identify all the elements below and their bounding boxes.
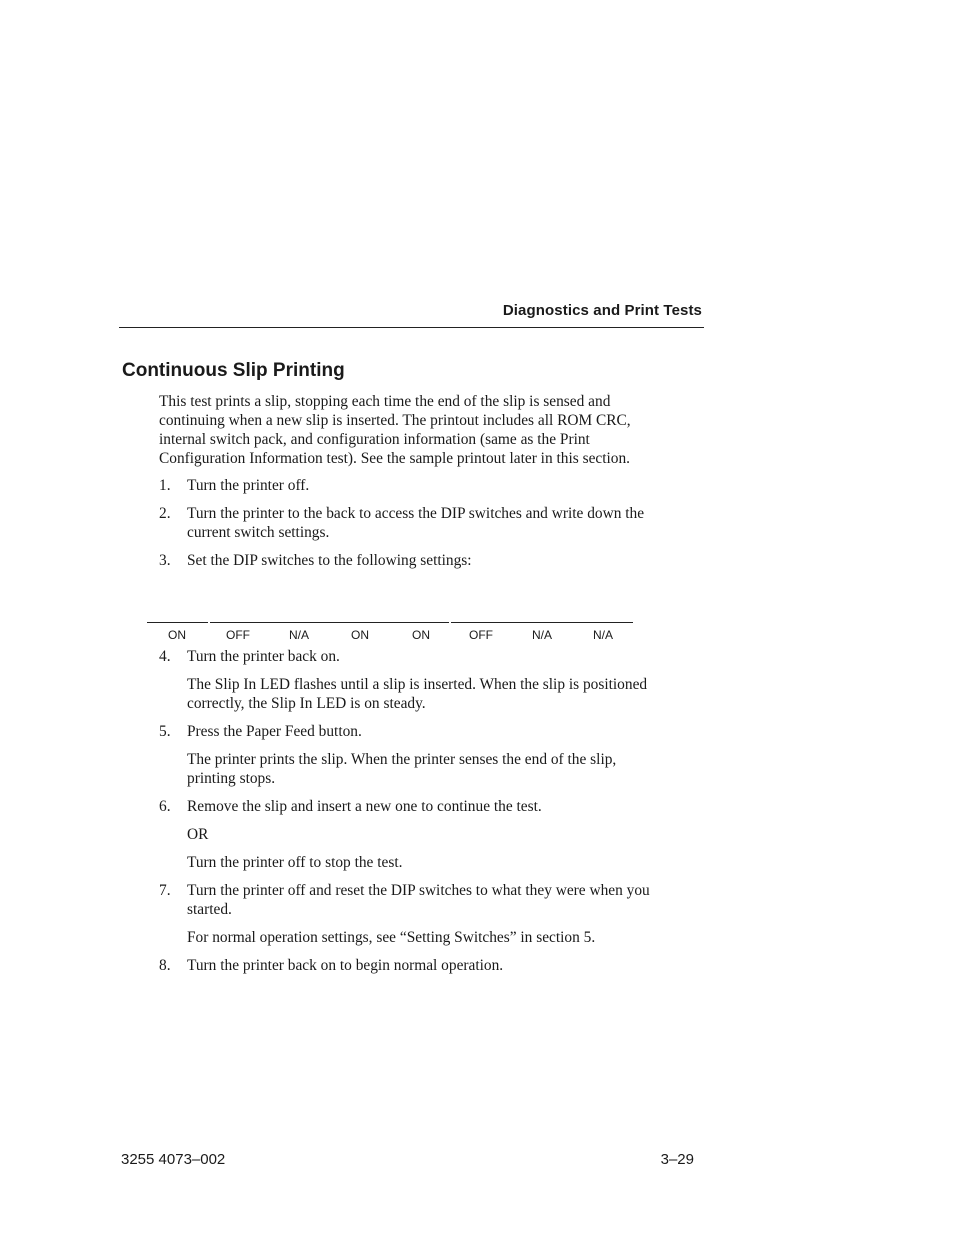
step-4-note: [187, 675, 707, 713]
step-line: Turn the printer back on.: [187, 648, 340, 665]
step-line: Turn the printer back on to begin normal operation.: [187, 957, 504, 974]
intro-paragraph: [159, 392, 704, 468]
switch-5-setting: ON: [412, 628, 430, 642]
switch-1-setting: ON: [168, 628, 186, 642]
step-6-or: OR: [187, 826, 209, 843]
intro-line: Configuration Information test). See the sample printout later in this section.: [159, 450, 631, 467]
step-number: 5.: [159, 723, 171, 740]
step-7-note: For normal operation settings, see “Setting Switches” in section 5.: [187, 929, 596, 946]
step-line: Set the DIP switches to the following settings:: [187, 552, 472, 569]
step-2-text: [187, 504, 707, 542]
switch-group-rule: [210, 622, 449, 623]
header-rule: [119, 327, 704, 328]
step-6-alternative: Turn the printer off to stop the test.: [187, 854, 403, 871]
step-number: 3.: [159, 552, 171, 569]
intro-line: continuing when a new slip is inserted. The printout includes all ROM CRC,: [159, 412, 631, 429]
step-3-text: [187, 551, 707, 570]
switch-7-setting: N/A: [531, 628, 552, 642]
footer-page-number: 3–29: [660, 1151, 694, 1168]
step-number: 2.: [159, 505, 171, 522]
switch-2-setting: OFF: [226, 628, 250, 642]
step-line: Press the Paper Feed button.: [187, 723, 362, 740]
intro-line: internal switch pack, and configuration information (same as the Print: [159, 431, 590, 448]
footer-doc-number: 3255 4073–002: [121, 1151, 226, 1168]
note-line: printing stops.: [187, 770, 276, 787]
step-line: Turn the printer off and reset the DIP switches to what they were when you: [187, 882, 650, 899]
step-line: Turn the printer off.: [187, 477, 310, 494]
step-number: 4.: [159, 648, 171, 665]
switch-8-setting: N/A: [592, 628, 613, 642]
section-title: Continuous Slip Printing: [122, 360, 345, 381]
step-line: current switch settings.: [187, 524, 330, 541]
step-number: 8.: [159, 957, 171, 974]
switch-group-rule: [147, 622, 208, 623]
note-line: The printer prints the slip. When the printer senses the end of the slip,: [187, 751, 617, 768]
step-line: Remove the slip and insert a new one to continue the test.: [187, 798, 542, 815]
step-line: started.: [187, 901, 232, 918]
switch-group-rule: [451, 622, 633, 623]
running-header: Diagnostics and Print Tests: [502, 302, 702, 319]
intro-line: This test prints a slip, stopping each time the end of the slip is sensed and: [159, 393, 611, 410]
switch-3-setting: N/A: [288, 628, 309, 642]
switch-4-setting: ON: [351, 628, 369, 642]
step-1-text: [187, 476, 707, 495]
step-number: 6.: [159, 798, 171, 815]
step-number: 1.: [159, 477, 171, 494]
step-line: Turn the printer to the back to access the DIP switches and write down the: [187, 505, 645, 522]
switch-6-setting: OFF: [469, 628, 493, 642]
note-line: correctly, the Slip In LED is on steady.: [187, 695, 426, 712]
step-6-text: [187, 797, 707, 816]
step-4-text: [187, 647, 707, 666]
note-line: The Slip In LED flashes until a slip is inserted. When the slip is positioned: [187, 676, 648, 693]
step-5-note: [187, 750, 707, 788]
step-number: 7.: [159, 882, 171, 899]
step-5-text: [187, 722, 707, 741]
step-7-text: [187, 881, 707, 919]
step-8-text: [187, 956, 707, 975]
